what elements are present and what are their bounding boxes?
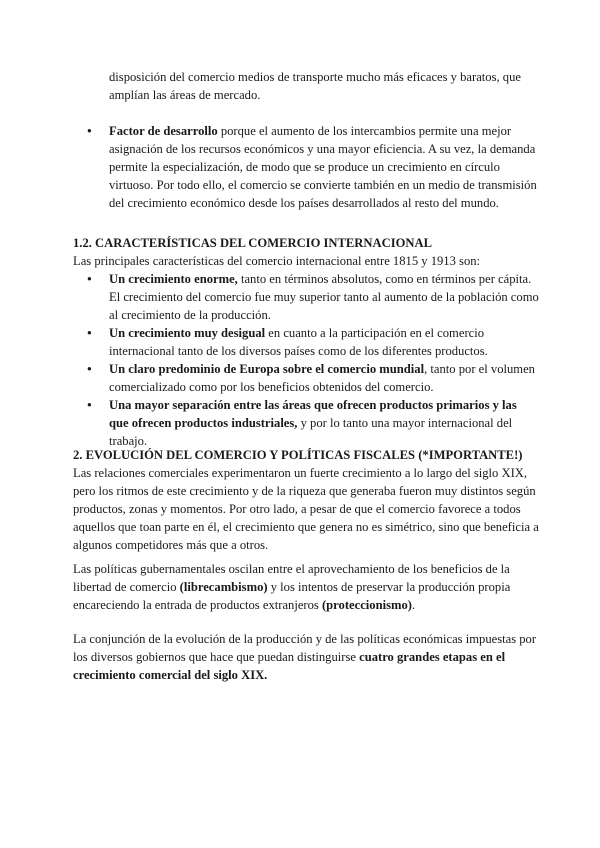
list-item [73, 360, 539, 396]
list-item [73, 396, 539, 450]
continuation-text: disposición del comercio medios de transporte mucho más eficaces y baratos, que amplían las áreas de mercado. [109, 70, 521, 102]
bullet-text: y por lo tanto una mayor internacional del trabajo. [109, 416, 513, 448]
list-item [73, 122, 539, 212]
characteristics-list [73, 270, 539, 450]
text-run: Las políticas gubernamentales oscilan entre el aprovechamiento de los beneficios de la libertad de comercio [73, 562, 510, 594]
bullet-text: , tanto por el volumen comercializado como por los beneficios obtenidos del comercio. [109, 362, 535, 394]
text-run: . [411, 598, 416, 612]
bold-term: Una mayor separación entre las áreas que ofrecen productos primarios y las que ofrecen productos industriales, [109, 398, 517, 430]
section-heading-1-2: 1.2. CARACTERÍSTICAS DEL COMERCIO INTERNACIONAL [73, 236, 432, 250]
bullet-text: en cuanto a la participación en el comercio internacional tanto de los diversos países como de los diferentes productos. [109, 326, 488, 358]
list-item [73, 324, 539, 360]
paragraph [73, 630, 539, 684]
bold-term: (librecambismo) [179, 580, 268, 594]
paragraph: Las relaciones comerciales experimentaron un fuerte crecimiento a lo largo del siglo XIX, pero los ritmos de este crecimiento y de la riqueza que generaba fueron muy distintos según productos, zonas y momentos. Por otro lado, a pesar de que el comercio favorece a todos aquellos que toan parte en él, el crecimiento que genera no es simétrico, sino que beneficia a algunos competidores más que a otros. [73, 466, 539, 552]
bold-term: Un crecimiento muy desigual [109, 326, 266, 340]
bold-term: Un claro predominio de Europa sobre el comercio mundial [109, 362, 425, 376]
bold-term: Factor de desarrollo [109, 124, 218, 138]
bold-term: cuatro grandes etapas en el crecimiento comercial del siglo XIX. [73, 650, 506, 682]
factor-bullet-list [73, 122, 539, 212]
list-item [73, 270, 539, 324]
bold-term: Un crecimiento enorme, [109, 272, 238, 286]
bullet-text: tanto en términos absolutos, como en términos per cápita. El crecimiento del comercio fue muy superior tanto al aumento de la población como al crecimiento de la producción. [109, 272, 539, 322]
section-intro: Las principales características del comercio internacional entre 1815 y 1913 son: [73, 254, 481, 268]
paragraph [73, 560, 539, 614]
text-run: y los intentos de preservar la producción propia encareciendo la entrada de productos extranjeros [73, 580, 511, 612]
text-run: La conjunción de la evolución de la producción y de las políticas económicas impuestas por los diversos gobiernos que hace que puedan distinguirse [73, 632, 537, 664]
bold-term: (proteccionismo) [321, 598, 412, 612]
bullet-text: porque el aumento de los intercambios permite una mejor asignación de los recursos económicos y una mayor eficiencia. A su vez, la demanda permite la especialización, de modo que se produce un crecimiento en círculo virtuoso. Por todo ello, el comercio se convierte también en un medio de transmisión del crecimiento económico desde los países desarrollados al resto del mundo. [109, 124, 537, 210]
section-heading-2: 2. EVOLUCIÓN DEL COMERCIO Y POLÍTICAS FISCALES (*IMPORTANTE!) [73, 448, 523, 462]
